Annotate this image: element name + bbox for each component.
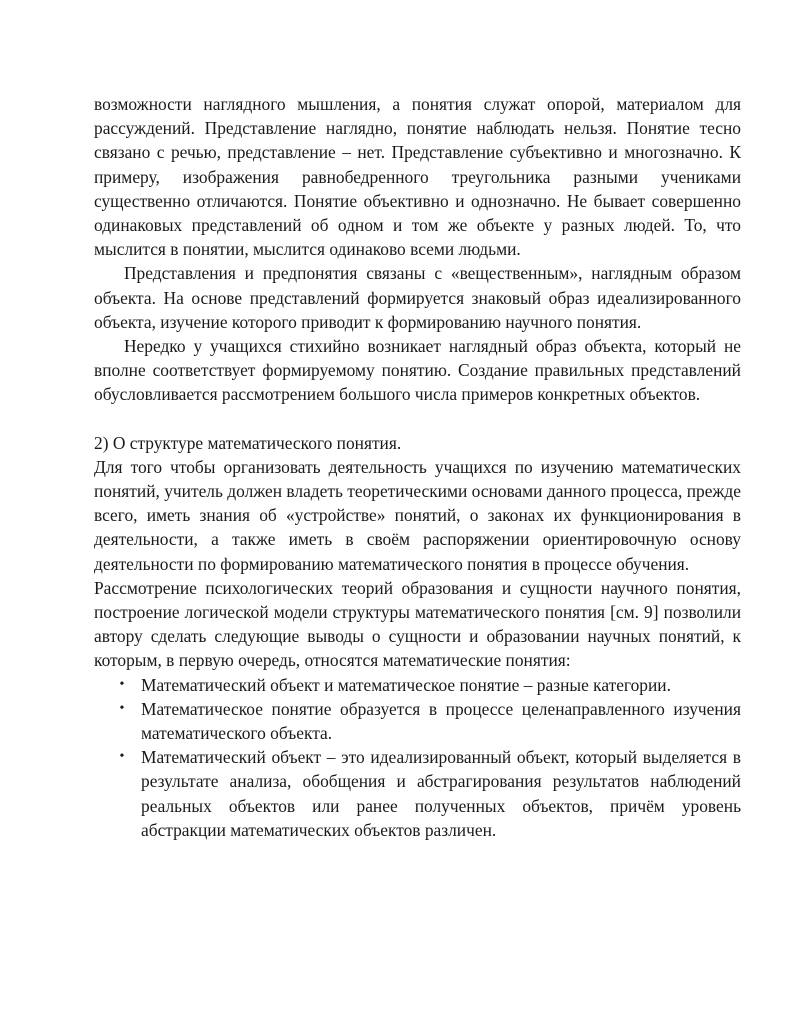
bullet-icon: • bbox=[119, 749, 125, 765]
bullet-icon: • bbox=[119, 700, 125, 716]
list-item bbox=[94, 697, 741, 745]
list-item bbox=[94, 673, 741, 697]
list-item bbox=[94, 745, 741, 842]
paragraph-preconcepts: Представления и предпонятия связаны с «вещественным», наглядным образом объекта. На основе представлений формируется знаковый образ идеализированного объекта, изучение которого приводит к формированию научного понятия. bbox=[94, 263, 741, 332]
paragraph-teacher-activity: Для того чтобы организовать деятельность учащихся по изучению математических понятий, учитель должен владеть теоретическими основами данного процесса, прежде всего, иметь знания об «устройстве» понятий, о законах их функционирования в деятельности, а также иметь в своём распоряжении ориентировочную основу деятельности по формированию математического понятия в процессе обучения. bbox=[94, 456, 741, 574]
bullet-icon: • bbox=[119, 676, 125, 692]
conclusions-list bbox=[94, 673, 741, 842]
document-page bbox=[94, 92, 741, 842]
list-item-text: Математический объект и математическое понятие – разные категории. bbox=[141, 674, 671, 695]
paragraph-representations-vs-concepts: возможности наглядного мышления, а понятия служат опорой, материалом для рассуждений. Представление наглядно, понятие наблюдать нельзя. Понятие тесно связано с речью, представление – нет. Представление субъективно и многозначно. К примеру, изображения равнобедренного треугольника разными учениками существенно отличаются. Понятие объективно и однозначно. Не бывает совершенно одинаковых представлений об одном и том же объекте у разных людей. То, что мыслится в понятии, мыслится одинаково всеми людьми. bbox=[94, 94, 741, 260]
list-item-text: Математическое понятие образуется в процессе целенаправленного изучения математического объекта. bbox=[141, 698, 741, 744]
paragraph-conclusions-intro: Рассмотрение психологических теорий образования и сущности научного понятия, построение логической модели структуры математического понятия [см. 9] позволили автору сделать следующие выводы о сущности и образовании научных понятий, к которым, в первую очередь, относятся математические понятия: bbox=[94, 577, 741, 671]
section-spacer bbox=[94, 407, 741, 431]
paragraph-visual-image: Нередко у учащихся стихийно возникает наглядный образ объекта, который не вполне соответствует формируемому понятию. Создание правильных представлений обусловливается рассмотрением большого числа примеров конкретных объектов. bbox=[94, 336, 741, 405]
section-heading: 2) О структуре математического понятия. bbox=[94, 432, 402, 453]
list-item-text: Математический объект – это идеализированный объект, который выделяется в результате анализа, обобщения и абстрагирования результатов наблюдений реальных объектов или ранее полученных объектов, причём уровень абстракции математических объектов различен. bbox=[141, 747, 741, 840]
